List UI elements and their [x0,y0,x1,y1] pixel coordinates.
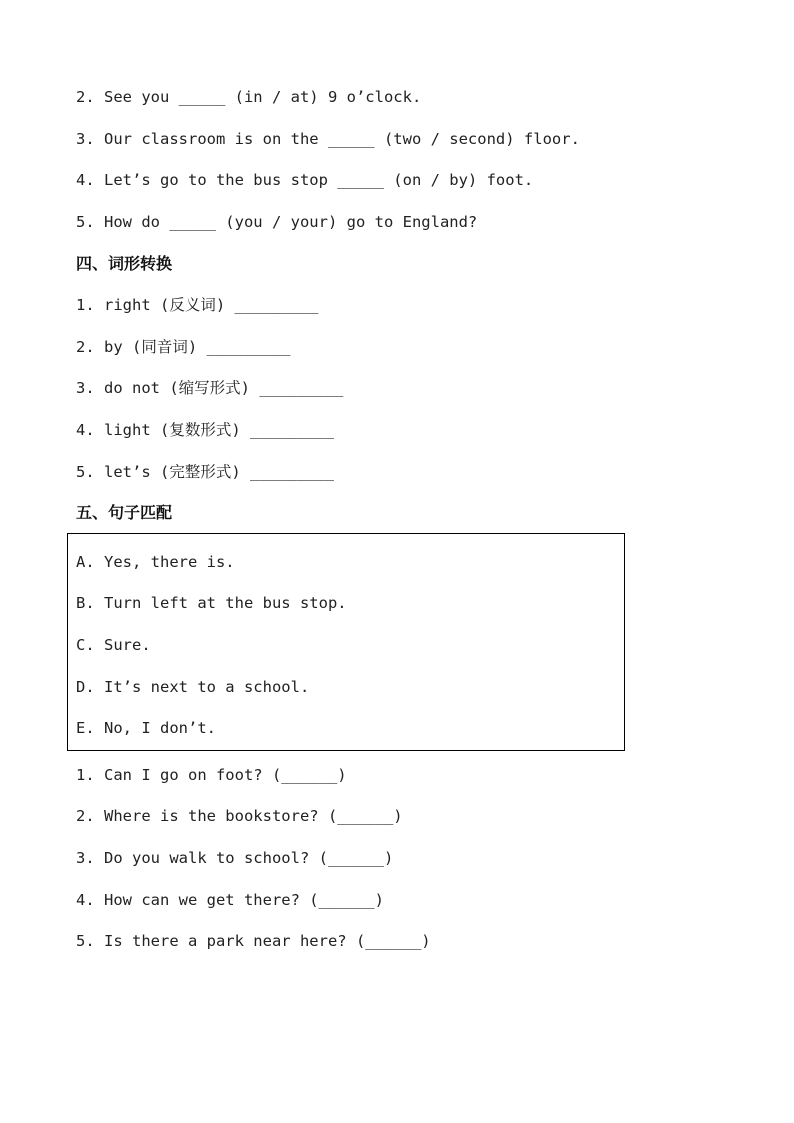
exercise-item-4-1: 1. right (反义词) _________ [76,296,319,314]
section-heading-word-forms: 四、词形转换 [76,254,173,273]
answer-option-d: D. It’s next to a school. [76,678,310,696]
exercise-item-4-3: 3. do not (缩写形式) _________ [76,379,344,397]
matching-question-1: 1. Can I go on foot? (______) [76,766,347,784]
exercise-item-3-5: 5. How do _____ (you / your) go to England? [76,213,478,231]
exercise-item-3-2: 2. See you _____ (in / at) 9 o’clock. [76,88,422,106]
exercise-item-4-4: 4. light (复数形式) _________ [76,421,334,439]
matching-question-2: 2. Where is the bookstore? (______) [76,807,403,825]
matching-question-5: 5. Is there a park near here? (______) [76,932,431,950]
section-heading-sentence-matching: 五、句子匹配 [76,503,173,522]
matching-question-4: 4. How can we get there? (______) [76,891,384,909]
answer-option-b: B. Turn left at the bus stop. [76,594,347,612]
exercise-item-3-4: 4. Let’s go to the bus stop _____ (on / by) foot. [76,171,534,189]
matching-question-3: 3. Do you walk to school? (______) [76,849,394,867]
answer-options-box [67,533,625,751]
exercise-item-3-3: 3. Our classroom is on the _____ (two / second) floor. [76,130,580,148]
answer-option-e: E. No, I don’t. [76,719,216,737]
answer-option-c: C. Sure. [76,636,151,654]
exercise-item-4-2: 2. by (同音词) _________ [76,338,291,356]
answer-option-a: A. Yes, there is. [76,553,235,571]
exercise-item-4-5: 5. let’s (完整形式) _________ [76,463,334,481]
